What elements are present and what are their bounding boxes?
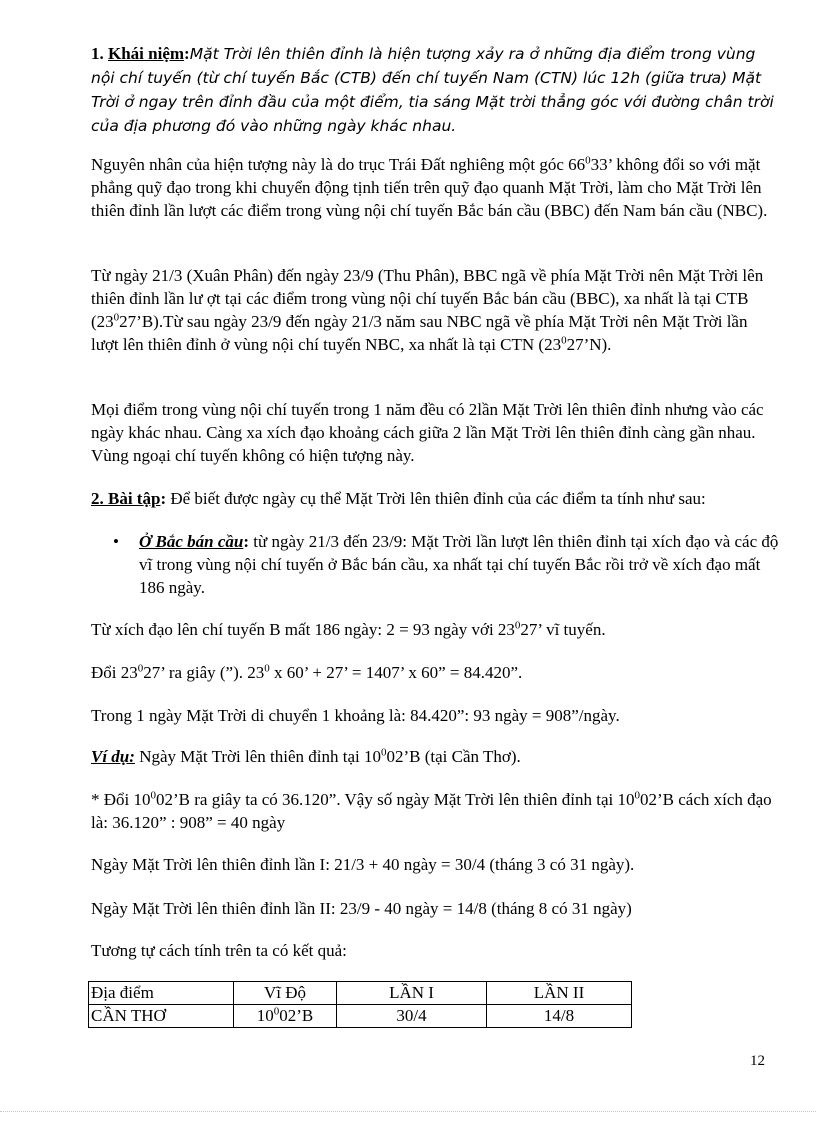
example-label: Ví dụ: [91, 747, 135, 766]
degree-sup: 0 [585, 154, 591, 167]
table-header-row [89, 982, 632, 1005]
line-convert [91, 661, 776, 684]
section-1-number: 1. [91, 44, 108, 63]
cause-text-cont: 33’ không đổi so với mặt phẳng quỹ đạo trong khi chuyển động tịnh tiến trên quỹ đạo quanh Mặt Trời, làm cho Mặt Trời lên thiên đỉnh lần lượt các điểm trong vùng nội chí tuyến Bắc bán cầu (BBC) đến Nam bán cầu (NBC). [91, 155, 768, 220]
section-2-text: Để biết được ngày cụ thể Mặt Trời lên thiên đỉnh của các điểm ta tính như sau: [166, 489, 706, 508]
convert-text: Đổi 23 [91, 663, 138, 682]
degree-sup: 0 [273, 1005, 280, 1018]
bullet-label: Ở Bắc bán cầu [139, 532, 244, 551]
section-1-colon: : [184, 44, 190, 63]
dates-text-cont: 27’B).Từ sau ngày 23/9 đến ngày 21/3 năm sau NBC ngã về phía Mặt Trời nên Mặt Trời lần lượt lên thiên đỉnh ở vùng nội chí tuyến NBC, xa nhất là tại CTN (23 [91, 312, 748, 354]
paragraph-cause [91, 153, 776, 222]
table-cell-second: 14/8 [487, 1005, 632, 1028]
days-text: Từ xích đạo lên chí tuyến B mất 186 ngày: 2 = 93 ngày với 23 [91, 620, 515, 639]
line-first-zenith: Ngày Mặt Trời lên thiên đỉnh lần I: 21/3 + 40 ngày = 30/4 (tháng 3 có 31 ngày). [91, 855, 635, 874]
bullet-text: từ ngày 21/3 đến 23/9: Mặt Trời lần lượt lên thiên đỉnh tại xích đạo và các độ vĩ trong vùng nội chí tuyến ở Bắc bán cầu, xa nhất tại chí tuyến Bắc rồi trở về xích đạo mất 186 ngày. [139, 532, 779, 597]
degree-sup: 0 [137, 662, 144, 675]
bullet-list [91, 530, 781, 599]
table-header-cell: LẦN II [487, 982, 632, 1005]
days-text-end: 27’ vĩ tuyến. [520, 620, 606, 639]
degree-sup: 0 [561, 334, 567, 347]
calc-text-cont: 02’B ra giây ta có 36.120”. Vậy số ngày Mặt Trời lên thiên đỉnh tại 10 [156, 790, 635, 809]
page-number: 12 [750, 1053, 765, 1069]
convert-text-cont: 27’ ra giây (”). 23 [143, 663, 265, 682]
degree-sup: 0 [634, 789, 640, 802]
section-1-heading: Khái niệm [108, 44, 185, 63]
table-cell-first: 30/4 [337, 1005, 487, 1028]
line-speed: Trong 1 ngày Mặt Trời di chuyển 1 khoảng là: 84.420”: 93 ngày = 908”/ngày. [91, 706, 620, 725]
example-text: Ngày Mặt Trời lên thiên đỉnh tại 10 [134, 747, 381, 766]
degree-sup: 0 [150, 789, 156, 802]
section-1-definition [91, 42, 776, 138]
table-cell-latitude [234, 1005, 337, 1028]
table-row [89, 1005, 632, 1028]
table-header-cell: Vĩ Độ [234, 982, 337, 1005]
table-cell-place: CẦN THƠ [89, 1005, 234, 1028]
dates-text-end: 27’N). [566, 335, 612, 354]
paragraph-every-point: Mọi điểm trong vùng nội chí tuyến trong 1 năm đều có 2lần Mặt Trời lên thiên đỉnh nhưng vào các ngày khác nhau. Càng xa xích đạo khoảng cách giữa 2 lần Mặt Trời lên thiên đỉnh càng gần nhau. Vùng ngoại chí tuyến không có hiện tượng này. [91, 400, 764, 465]
degree-sup: 0 [380, 746, 387, 759]
table-header-cell: LẦN I [337, 982, 487, 1005]
paragraph-dates [91, 264, 776, 356]
latitude-minutes: 02’B [279, 1006, 314, 1025]
bullet-icon: • [113, 532, 119, 551]
results-table [88, 981, 632, 1028]
dates-text: Từ ngày 21/3 (Xuân Phân) đến ngày 23/9 (Thu Phân), BBC ngã về phía Mặt Trời nên Mặt Trời lên thiên đỉnh lần lư ợt tại các điểm trong vùng nội chí tuyến Bắc bán cầu (BBC), xa nhất là tại CTB (23 [91, 266, 764, 331]
section-2-exercise [91, 487, 776, 510]
table-header-cell: Địa điểm [89, 982, 234, 1005]
calc-text-end: 02’B cách xích đạo là: 36.120” : 908” = 40 ngày [91, 790, 772, 832]
example-line [91, 745, 776, 768]
page-bottom-divider [0, 1111, 816, 1112]
line-similar: Tương tự cách tính trên ta có kết quả: [91, 941, 347, 960]
cause-text: Nguyên nhân của hiện tượng này là do trục Trái Đất nghiêng một góc 66 [91, 155, 586, 174]
latitude-degrees: 10 [256, 1006, 274, 1025]
line-second-zenith: Ngày Mặt Trời lên thiên đỉnh lần II: 23/9 - 40 ngày = 14/8 (tháng 8 có 31 ngày) [91, 899, 632, 918]
degree-sup: 0 [264, 662, 270, 675]
example-text-end: 02’B (tại Cần Thơ). [386, 747, 521, 766]
section-2-heading: 2. Bài tập [91, 489, 161, 508]
paragraph-example-calc [91, 788, 776, 834]
degree-sup: 0 [113, 311, 120, 324]
bullet-colon: : [243, 532, 250, 551]
line-days [91, 618, 776, 641]
list-item [91, 530, 781, 599]
section-2-colon: : [160, 489, 167, 508]
convert-text-end: x 60’ + 27’ = 1407’ x 60” = 84.420”. [269, 663, 523, 682]
degree-sup: 0 [514, 619, 521, 632]
definition-text: Mặt Trời lên thiên đỉnh là hiện tượng xảy ra ở những địa điểm trong vùng nội chí tuyến (từ chí tuyến Bắc (CTB) đến chí tuyến Nam (CTN) lúc 12h (giữa trưa) Mặt Trời ở ngay trên đỉnh đầu của một điểm, tia sáng Mặt trời thẳng góc với đường chân trời của địa phương đó vào những ngày khác nhau. [91, 45, 774, 135]
calc-text: * Đổi 10 [91, 790, 151, 809]
